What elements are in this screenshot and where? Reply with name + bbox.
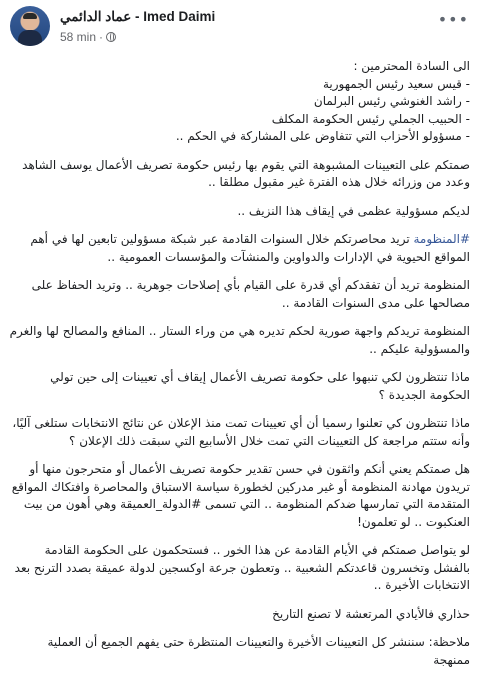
paragraph: [8, 231, 470, 266]
paragraph-recipients: [8, 58, 470, 146]
text-line: - الحبيب الجملي رئيس الحكومة المكلف: [271, 111, 470, 126]
text-line: حذاري فالأيادي المرتعشة لا تصنع التاريخ: [272, 606, 470, 621]
text-line: صمتكم على التعيينات المشبوهة التي يقوم بها رئيس حكومة تصريف الأعمال يوسف الشاهد وعدد من وزرائه خلال هذه الفترة غير مقبول مطلقا ..: [22, 157, 470, 189]
paragraph: [8, 277, 470, 312]
post-time[interactable]: 58 min: [60, 30, 97, 44]
text-line: هل صمتكم يعني أنكم واثقون في حسن تقدير حكومة تصريف الأعمال أو متحرجون منها أو تريدون مهادنة المنظومة أو غير مدركين لخطورة سياسة الاستباق والمحاصرة وافتكاك المواقع المتقدمة التي تمارسها ضدكم المنظومة .. التي تسمى #الدولة_العميقة وهي أهون من بيت العنكبوت .. لو تعلمون!: [11, 462, 470, 529]
avatar-hair: [23, 13, 37, 19]
text-line: ملاحظة: سننشر كل التعيينات الأخيرة والتعيينات المنتظرة حتى يفهم الجميع أن العملية ممنهجة: [47, 635, 470, 667]
text-segment: تريد محاصرتكم خلال السنوات القادمة عبر شبكة مسؤولين تابعين لها في أهم المواقع الحيوية في الإدارات والدواوين والمنشآت والمؤسسات العمومية ..: [30, 232, 470, 264]
avatar[interactable]: [10, 6, 50, 46]
text-line: لديكم مسؤولية عظمى في إيقاف هذا النزيف ..: [237, 203, 470, 218]
paragraph: [8, 157, 470, 192]
paragraph: [8, 323, 470, 358]
text-line: المنظومة تريد أن تفقدكم أي قدرة على القيام بأي إصلاحات جوهرية .. وتريد الحفاظ على مصالحها على مدى السنوات القادمة ..: [31, 278, 470, 310]
more-icon[interactable]: •••: [437, 10, 469, 29]
post-meta: [60, 30, 116, 44]
post-text: [8, 58, 470, 680]
paragraph: [8, 415, 470, 450]
text-line: - مسؤولو الأحزاب التي تتفاوض على المشاركة في الحكم ..: [175, 129, 470, 143]
paragraph: [8, 369, 470, 404]
text-line: [8, 231, 470, 266]
paragraph: [8, 606, 470, 624]
text-line: ماذا تنتظرون كي تعلنوا رسميا أن أي تعيينات تمت منذ الإعلان عن نتائج الانتخابات ستلغى آليًا، وأنه ستتم مراجعة كل التعيينات التي تمت خلال الأسابيع التي سبقت ذلك الإعلان ؟: [12, 416, 470, 448]
text-line: - قيس سعيد رئيس الجمهورية: [322, 76, 470, 91]
post-header: [0, 0, 479, 50]
avatar-suit: [18, 30, 42, 46]
text-line: الى السادة المحترمين :: [353, 59, 470, 73]
meta-separator: ·: [99, 30, 104, 44]
text-line: المنظومة تريدكم واجهة صورية لحكم تديره هي من وراء الستار .. المنافع والمصالح لها والغرم والمسؤولية عليكم ..: [9, 324, 470, 356]
hashtag-link[interactable]: #المنظومة: [413, 232, 470, 246]
paragraph: [8, 203, 470, 221]
paragraph-note: [8, 634, 470, 669]
globe-icon[interactable]: [106, 32, 116, 42]
text-line: - راشد الغنوشي رئيس البرلمان: [313, 94, 470, 108]
author-name[interactable]: عماد الدائمي - Imed Daimi: [60, 9, 216, 24]
text-line: لو يتواصل صمتكم في الأيام القادمة عن هذا الخور .. فستحكمون على الحكومة القادمة بالفشل وتخسرون قاعدتكم الشعبية .. وتعطون جرعة اوكسجين لدولة عميقة بصدد الترنح بعد الانتخابات الأخيرة ..: [14, 543, 470, 592]
paragraph: [8, 542, 470, 595]
text-line: ماذا تنتظرون لكي تنبهوا على حكومة تصريف الأعمال إيقاف أي تعيينات إلى حين تولي الحكومة الجديدة ؟: [50, 370, 470, 402]
paragraph: [8, 461, 470, 531]
